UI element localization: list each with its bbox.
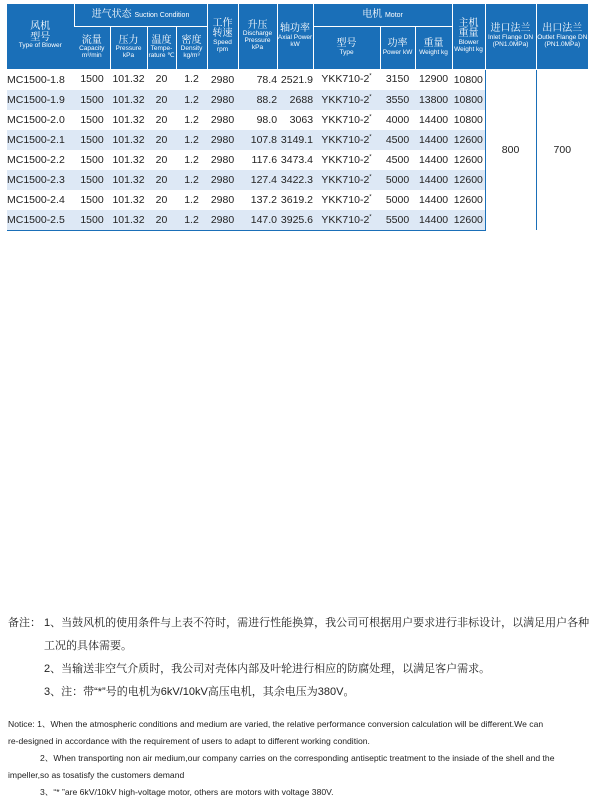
high-voltage-mark: *: [369, 114, 372, 120]
motor-type-cell: YKK710-2*: [313, 90, 380, 110]
model-cell: MC1500-1.8: [7, 73, 65, 86]
blower-weight-cell: 10800: [452, 90, 485, 110]
blower-weight-cell: 12600: [453, 153, 483, 166]
pressure-cell: 101.32: [112, 193, 145, 206]
rise-cell: 147.0: [238, 210, 277, 231]
flow-cell: 1500: [74, 210, 110, 231]
table-row: [7, 69, 588, 90]
speed-cell: 2980: [207, 90, 238, 110]
notes-label: 备注：: [8, 617, 41, 629]
high-voltage-mark: *: [369, 174, 372, 180]
flow-cell: 1500: [80, 113, 104, 126]
pressure-cell: 101.32: [110, 170, 147, 190]
motor-power-cell: 5500: [380, 210, 415, 231]
note-cn-3: 3、注：带“*”号的电机为6kV/10kV高压电机，其余电压为380V。: [44, 686, 355, 698]
motor-weight-cell: 14400: [418, 113, 449, 126]
flow-cell: 1500: [80, 73, 104, 86]
header-temperature: 温度 Tempe-rature ℃: [147, 27, 176, 70]
temperature-cell: 20: [147, 210, 176, 231]
rise-cell: 98.0: [256, 113, 278, 126]
header-suction-group: 进气状态 Suction Condition: [74, 4, 207, 27]
model-cell: MC1500-2.1: [7, 130, 74, 150]
flow-cell: 1500: [74, 130, 110, 150]
density-cell: 1.2: [176, 130, 207, 150]
header-blower-model: 风机 型号 Type of Blower: [7, 4, 74, 69]
rise-cell: 78.4: [256, 73, 278, 86]
high-voltage-mark: *: [369, 214, 372, 220]
header-outlet-flange: 出口法兰 Outlet Flange DN (PN1.0MPa): [536, 4, 588, 69]
note-en-3: 3、“* ”are 6kV/10kV high-voltage motor, others are motors with voltage 380V.: [40, 787, 334, 797]
motor-weight-cell: 14400: [415, 170, 452, 190]
pressure-cell: 101.32: [112, 73, 145, 86]
motor-type-cell: YKK710-2*: [313, 210, 380, 231]
temperature-cell: 20: [155, 113, 168, 126]
blower-weight-cell: 12600: [452, 170, 485, 190]
density-cell: 1.2: [176, 170, 207, 190]
note-en-1-cont: re-designed in accordance with the requirement of users to adapt to different working condition.: [8, 736, 370, 746]
high-voltage-mark: *: [369, 94, 372, 100]
model-cell: MC1500-2.0: [7, 113, 65, 126]
temperature-cell: 20: [147, 90, 176, 110]
pressure-cell: 101.32: [112, 113, 145, 126]
note-en-1: Notice: 1、When the atmospheric conditions and medium are varied, the relative performance conversion calculation will be different.We can: [8, 719, 544, 729]
rise-cell: 117.6: [251, 153, 278, 166]
speed-cell: 2980: [207, 170, 238, 190]
pressure-cell: 101.32: [110, 210, 147, 231]
motor-weight-cell: 12900: [418, 73, 449, 86]
temperature-cell: 20: [155, 193, 168, 206]
pressure-cell: 101.32: [110, 130, 147, 150]
header-inlet-flange: 进口法兰 Inlet Flange DN (PN1.0MPa): [485, 4, 536, 69]
blower-weight-cell: 10800: [453, 113, 483, 126]
note-en-2: 2、When transporting non air medium,our company carries on the corresponding antiseptic treatment to the insiade of the shell and the: [40, 753, 555, 763]
motor-type-cell: YKK710-2*: [321, 113, 372, 126]
density-cell: 1.2: [176, 90, 207, 110]
flow-cell: 1500: [80, 153, 104, 166]
speed-cell: 2980: [210, 73, 235, 86]
blower-weight-cell: 12600: [452, 210, 485, 231]
density-cell: 1.2: [184, 113, 199, 126]
header-motor-power: 功率 Power kW: [380, 27, 415, 70]
notes-english: [8, 716, 594, 801]
motor-type-cell: YKK710-2*: [321, 73, 372, 86]
notes-chinese: [8, 612, 593, 704]
speed-cell: 2980: [210, 193, 235, 206]
temperature-cell: 20: [147, 170, 176, 190]
temperature-cell: 20: [147, 130, 176, 150]
speed-cell: 2980: [207, 130, 238, 150]
rise-cell: 127.4: [238, 170, 277, 190]
motor-weight-cell: 14400: [415, 210, 452, 231]
speed-cell: 2980: [207, 210, 238, 231]
motor-power-cell: 4000: [385, 113, 410, 126]
high-voltage-mark: *: [369, 73, 372, 80]
shaft-power-cell: 3619.2: [280, 193, 314, 206]
speed-cell: 2980: [210, 113, 235, 126]
pressure-cell: 101.32: [112, 153, 145, 166]
motor-weight-cell: 14400: [415, 130, 452, 150]
header-rise: 升压 Discharge Pressure kPa: [238, 4, 277, 69]
shaft-power-cell: 2521.9: [280, 73, 314, 86]
rise-cell: 88.2: [238, 90, 277, 110]
motor-power-cell: 5000: [380, 170, 415, 190]
motor-type-cell: YKK710-2*: [313, 130, 380, 150]
note-cn-1: 1、当鼓风机的使用条件与上表不符时，需进行性能换算，我公司可根据用户要求进行非标设计，以满足用户各种: [44, 617, 590, 629]
rise-cell: 137.2: [250, 193, 278, 206]
motor-type-cell: YKK710-2*: [321, 193, 372, 206]
header-shaft-power: 轴功率 Axial Power kW: [277, 4, 313, 69]
motor-type-cell: YKK710-2*: [321, 153, 372, 166]
model-cell: MC1500-1.9: [7, 90, 74, 110]
high-voltage-mark: *: [369, 134, 372, 140]
model-cell: MC1500-2.4: [7, 193, 65, 206]
motor-power-cell: 4500: [385, 153, 410, 166]
speed-cell: 2980: [210, 153, 235, 166]
shaft-power-cell: 3422.3: [277, 170, 313, 190]
header-speed: 工作 转速 Speed rpm: [207, 4, 238, 69]
header-main-weight: 主机 重量 Blower Weight kg: [452, 4, 485, 69]
spec-table: [7, 4, 588, 231]
model-cell: MC1500-2.2: [7, 153, 65, 166]
high-voltage-mark: *: [369, 194, 372, 200]
temperature-cell: 20: [155, 73, 168, 86]
motor-weight-cell: 14400: [418, 153, 449, 166]
header-motor-group: 电机 Motor: [313, 4, 452, 27]
flow-cell: 1500: [74, 90, 110, 110]
shaft-power-cell: 3149.1: [277, 130, 313, 150]
header-flow: 流量 Capacity m³/min: [74, 27, 110, 70]
model-cell: MC1500-2.5: [7, 210, 74, 231]
temperature-cell: 20: [155, 153, 168, 166]
high-voltage-mark: *: [369, 154, 372, 160]
flow-cell: 1500: [80, 193, 104, 206]
note-cn-1-cont: 工况的具体需要。: [44, 640, 132, 652]
motor-power-cell: 3150: [385, 73, 410, 86]
shaft-power-cell: 3925.6: [277, 210, 313, 231]
motor-weight-cell: 13800: [415, 90, 452, 110]
blower-weight-cell: 10800: [453, 73, 483, 86]
motor-power-cell: 4500: [380, 130, 415, 150]
density-cell: 1.2: [176, 210, 207, 231]
pressure-cell: 101.32: [110, 90, 147, 110]
flow-cell: 1500: [74, 170, 110, 190]
shaft-power-cell: 3063: [289, 113, 314, 126]
note-en-2-cont: impeller,so as tosatisfy the customers demand: [8, 770, 185, 780]
density-cell: 1.2: [184, 153, 199, 166]
shaft-power-cell: 2688: [277, 90, 313, 110]
model-cell: MC1500-2.3: [7, 170, 74, 190]
density-cell: 1.2: [184, 73, 199, 86]
outlet-flange-value: 700: [536, 69, 588, 230]
motor-weight-cell: 14400: [418, 193, 449, 206]
density-cell: 1.2: [184, 193, 199, 206]
header-motor-type: 型号 Type: [313, 27, 380, 70]
shaft-power-cell: 3473.4: [280, 153, 314, 166]
motor-power-cell: 5000: [385, 193, 410, 206]
blower-weight-cell: 12600: [453, 193, 483, 206]
motor-power-cell: 3550: [380, 90, 415, 110]
blower-weight-cell: 12600: [452, 130, 485, 150]
header-pressure: 压力 Pressure kPa: [110, 27, 147, 70]
header-density: 密度 Density kg/m³: [176, 27, 207, 70]
inlet-flange-value: 800: [485, 69, 536, 230]
header-motor-weight: 重量 Weight kg: [415, 27, 452, 70]
rise-cell: 107.8: [238, 130, 277, 150]
motor-type-cell: YKK710-2*: [313, 170, 380, 190]
note-cn-2: 2、当输送非空气介质时，我公司对壳体内部及叶轮进行相应的防腐处理，以满足客户需求。: [44, 663, 491, 675]
